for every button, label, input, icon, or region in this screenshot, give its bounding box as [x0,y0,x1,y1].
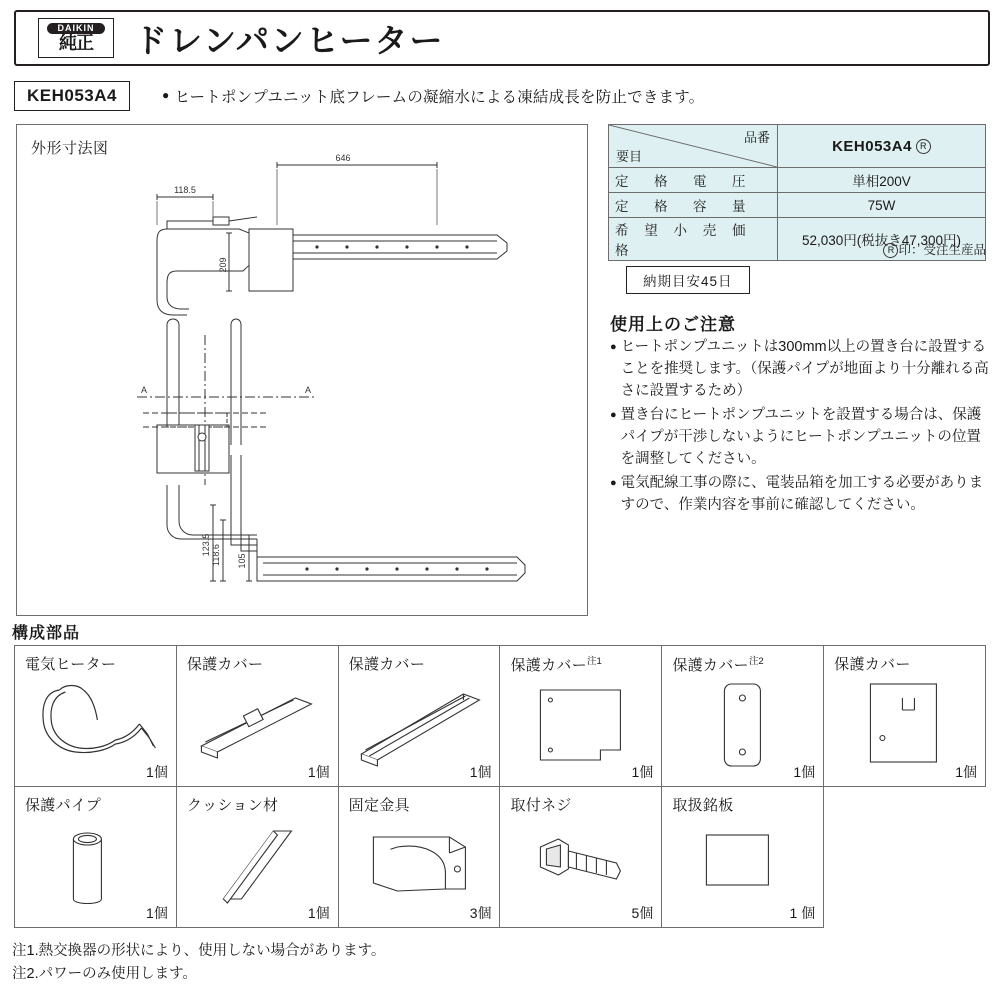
spec-model-value: KEH053A4 [832,137,912,155]
spec-row-label: 定 格 容 量 [609,193,778,218]
part-cell-screw [500,787,662,928]
outline-drawing [17,125,587,615]
svg-text:A: A [141,385,148,395]
page-title: ドレンパンヒーター [134,21,445,59]
list-item [610,336,990,402]
part-qty: 1個 [307,905,330,921]
part-name: 保護カバー [348,656,426,673]
part-cell-empty [824,787,986,928]
lead-time-badge: 納期目安45日 [626,266,750,294]
part-qty: 1個 [146,905,168,921]
list-item [610,472,990,516]
daikin-genuine-logo [38,18,114,58]
spec-row-label: 希 望 小 売 価 格 [609,218,778,261]
footnote-1: 注1.熱交換器の形状により、使用しない場合があります。 [12,943,386,959]
page-header [14,10,990,66]
list-item [610,404,990,470]
outline-drawing-panel [16,124,588,616]
part-note-marker: 注1 [587,656,602,667]
part-cell-cover-plate-box [824,646,986,787]
made-to-order-note [608,240,986,258]
bullet-icon: ● [162,88,170,102]
svg-text:646: 646 [335,153,351,163]
spec-header-top: 品番 [743,130,770,145]
part-cell-nameplate [662,787,824,928]
footnote-2: 注2.パワーのみ使用します。 [12,966,197,982]
made-to-order-note-text: 印：受注生産品 [898,243,986,257]
parts-grid [14,645,986,928]
model-note-text: ヒートポンプユニット底フレームの凝縮水による凍結成長を防止できます。 [174,89,705,106]
part-name: 保護カバー$^{注2}$ [672,656,764,674]
part-name: クッション材 [186,797,279,814]
part-qty: 1個 [146,764,168,780]
table-row [609,168,986,193]
part-cell-protective-pipe [15,787,177,928]
spec-row-value: 52,030円(税抜き47,300円) [778,218,986,261]
part-cell-cover-bar [176,646,338,787]
part-name: 取扱銘板 [672,797,734,814]
part-name: 保護カバー [186,656,264,673]
part-qty: 1個 [631,764,654,780]
part-name: 保護パイプ [25,797,102,814]
part-cell-electric-heater [15,646,177,787]
model-note [162,85,704,107]
logo-brand-text: DAIKIN [47,23,105,34]
part-qty: 1個 [955,764,977,780]
cautions-title: 使用上のご注意 [610,315,736,334]
part-cell-cover-plate-notch [500,646,662,787]
part-qty: 1個 [307,764,330,780]
bullet-icon: ● [610,477,617,489]
svg-text:105: 105 [237,553,247,569]
parts-row [15,787,986,928]
drawing-title: 外形寸法図 [31,140,109,157]
svg-text:209: 209 [218,257,228,273]
part-cell-bracket [338,787,500,928]
part-name: 取付ネジ [510,797,572,814]
part-cell-cover-plate-slim [662,646,824,787]
part-note-marker: 注2 [748,656,764,667]
cautions-list [610,336,990,518]
model-row [14,78,986,114]
caution-text: ヒートポンプユニットは300mm以上の置き台に設置することを推奨します。（保護パイプが地面より十分離れる高さに設置するため） [620,339,989,399]
part-qty: 1 個 [789,905,816,921]
part-cell-cushion [176,787,338,928]
svg-text:123.5: 123.5 [201,533,211,557]
model-code-badge: KEH053A4 [14,81,130,111]
made-to-order-mark-icon: R [883,243,898,258]
part-qty: 1個 [469,764,492,780]
bullet-icon: ● [610,341,617,353]
footnotes [12,940,385,986]
part-cell-cover-channel [338,646,500,787]
svg-text:A: A [305,385,312,395]
logo-genuine-text: 純正 [59,33,93,53]
spec-header-bottom: 要目 [616,149,643,164]
part-name: 固定金具 [348,797,410,814]
parts-row [15,646,986,787]
part-name: 電気ヒーター [25,656,117,673]
part-qty: 3個 [469,905,492,921]
bullet-icon: ● [610,409,617,421]
caution-text: 電気配線工事の際に、電装品箱を加工する必要がありますので、作業内容を事前に確認してください。 [620,475,984,513]
spec-row-value: 75W [778,193,986,218]
svg-text:118.6: 118.6 [211,544,221,566]
spec-model-cell [778,125,986,168]
svg-text:118.5: 118.5 [174,185,196,195]
table-row [609,193,986,218]
spec-row-label: 定 格 電 圧 [609,168,778,193]
made-to-order-mark-icon: R [916,139,931,154]
spec-header-corner [609,125,778,168]
part-qty: 1個 [793,764,816,780]
spec-row-value: 単相200V [778,168,986,193]
part-name: 保護カバー$^{注1}$ [510,656,602,674]
parts-section-title: 構成部品 [12,625,81,642]
caution-text: 置き台にヒートポンプユニットを設置する場合は、保護パイプが干渉しないようにヒートポンプユニットの位置を調整してください。 [620,407,982,467]
part-name: 保護カバー [834,656,911,673]
part-qty: 5個 [631,905,654,921]
spec-header-row [609,125,986,168]
